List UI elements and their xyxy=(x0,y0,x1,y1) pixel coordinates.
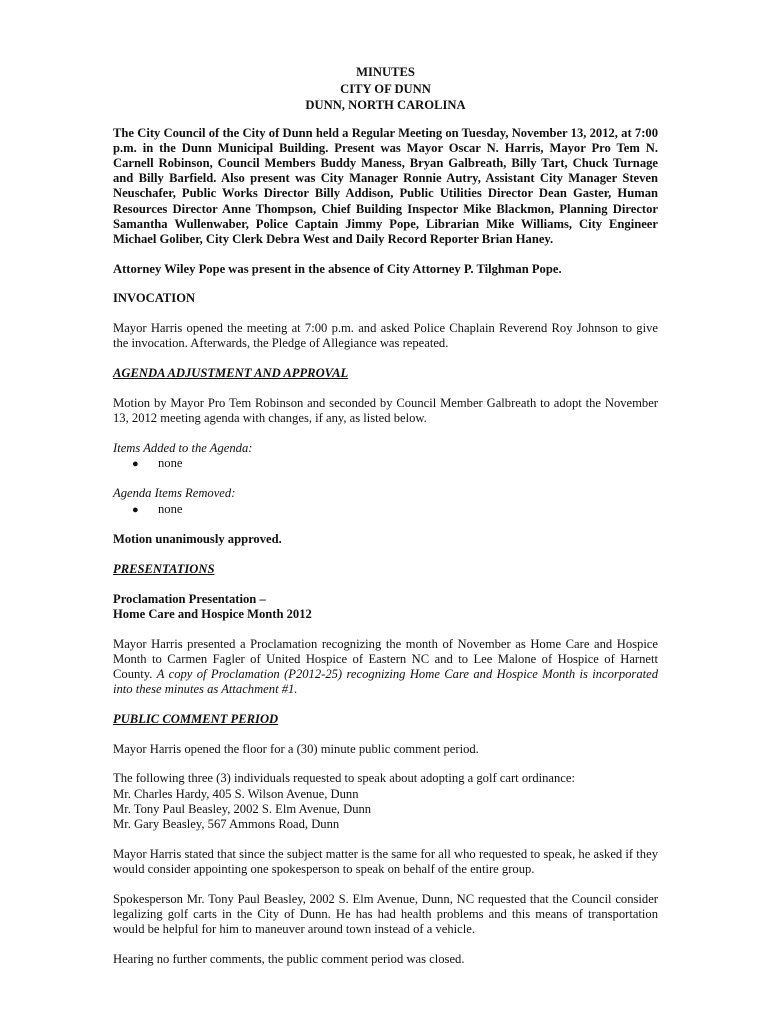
presentation-title-line1: Proclamation Presentation – xyxy=(113,591,266,606)
minutes-page xyxy=(113,64,658,981)
header-title: MINUTES xyxy=(356,65,415,79)
items-added-value: none xyxy=(158,455,183,470)
invocation-text: Mayor Harris opened the meeting at 7:00 p.m. and asked Police Chaplain Reverend Roy Johnson to give the invocation. Afterwards, the Pledge of Allegiance was repeated. xyxy=(113,321,658,351)
spokesperson-request: Mayor Harris stated that since the subject matter is the same for all who requested to speak, he asked if they would consider appointing one spokesperson to speak on behalf of the entire group. xyxy=(113,846,658,876)
items-removed-value: none xyxy=(158,501,183,516)
speakers-block xyxy=(113,771,658,832)
speaker-item: Mr. Gary Beasley, 567 Ammons Road, Dunn xyxy=(113,817,340,831)
presentation-text xyxy=(113,637,658,698)
header-city: CITY OF DUNN xyxy=(340,81,431,96)
speakers-intro: The following three (3) individuals requested to speak about adopting a golf cart ordinance: xyxy=(113,771,575,786)
attorney-paragraph: Attorney Wiley Pope was present in the absence of City Attorney P. Tilghman Pope. xyxy=(113,261,562,276)
agenda-heading: AGENDA ADJUSTMENT AND APPROVAL xyxy=(113,365,349,380)
items-removed-block xyxy=(113,486,658,517)
bullet-icon: ● xyxy=(132,457,139,470)
speaker-item: Mr. Charles Hardy, 405 S. Wilson Avenue, Dunn xyxy=(113,786,359,801)
spokesperson-text: Spokesperson Mr. Tony Paul Beasley, 2002 S. Elm Avenue, Dunn, NC requested that the Council consider legalizing golf carts in the City of Dunn. He has had health problems and this means of transportation would be helpful for him to maneuver around town instead of a vehicle. xyxy=(113,891,658,937)
bullet-icon: ● xyxy=(132,503,139,516)
document-header xyxy=(113,64,658,114)
presentation-attachment: A copy of Proclamation (P2012-25) recognizing Home Care and Hospice Month is incorporated into these minutes as Attachment #1. xyxy=(113,667,659,697)
header-state: DUNN, NORTH CAROLINA xyxy=(305,98,466,112)
presentations-heading: PRESENTATIONS xyxy=(113,562,215,577)
public-comment-opened: Mayor Harris opened the floor for a (30) minute public comment period. xyxy=(113,741,479,756)
agenda-result: Motion unanimously approved. xyxy=(113,532,282,547)
speaker-item: Mr. Tony Paul Beasley, 2002 S. Elm Avenue, Dunn xyxy=(113,801,372,816)
public-comment-heading: PUBLIC COMMENT PERIOD xyxy=(113,711,279,726)
items-added-block xyxy=(113,441,658,472)
public-comment-closed: Hearing no further comments, the public comment period was closed. xyxy=(113,951,465,966)
agenda-motion: Motion by Mayor Pro Tem Robinson and seconded by Council Member Galbreath to adopt the November 13, 2012 meeting agenda with changes, if any, as listed below. xyxy=(113,395,658,425)
presentation-title-line2: Home Care and Hospice Month 2012 xyxy=(113,606,312,621)
intro-paragraph: The City Council of the City of Dunn held a Regular Meeting on Tuesday, November 13, 2012, at 7:00 p.m. in the Dunn Municipal Building. Present was Mayor Oscar N. Harris, Mayor Pro Tem N. Carnell Robinson, Council Members Buddy Maness, Bryan Galbreath, Billy Tart, Chuck Turnage and Billy Barfield. Also present was City Manager Ronnie Autry, Assistant City Manager Steven Neuschafer, Public Works Director Billy Addison, Public Utilities Director Dean Gaster, Human Resources Director Anne Thompson, Chief Building Inspector Mike Blackmon, Planning Director Samantha Wullenwaber, Police Captain Jimmy Pope, Librarian Mike Williams, City Engineer Michael Goliber, City Clerk Debra West and Daily Record Reporter Brian Haney. xyxy=(113,125,658,246)
items-added-label: Items Added to the Agenda: xyxy=(113,440,253,455)
presentation-title xyxy=(113,592,658,622)
items-removed-label: Agenda Items Removed: xyxy=(113,486,236,501)
invocation-heading: INVOCATION xyxy=(113,291,196,306)
list-item xyxy=(132,502,658,518)
presentation-body: Mayor Harris presented a Proclamation recognizing the month of November as Home Care and Hospice Month to Carmen Fagler of United Hospice of Eastern NC and to Lee Malone of Hospice of Harnett County. xyxy=(113,636,658,682)
list-item xyxy=(132,456,658,472)
